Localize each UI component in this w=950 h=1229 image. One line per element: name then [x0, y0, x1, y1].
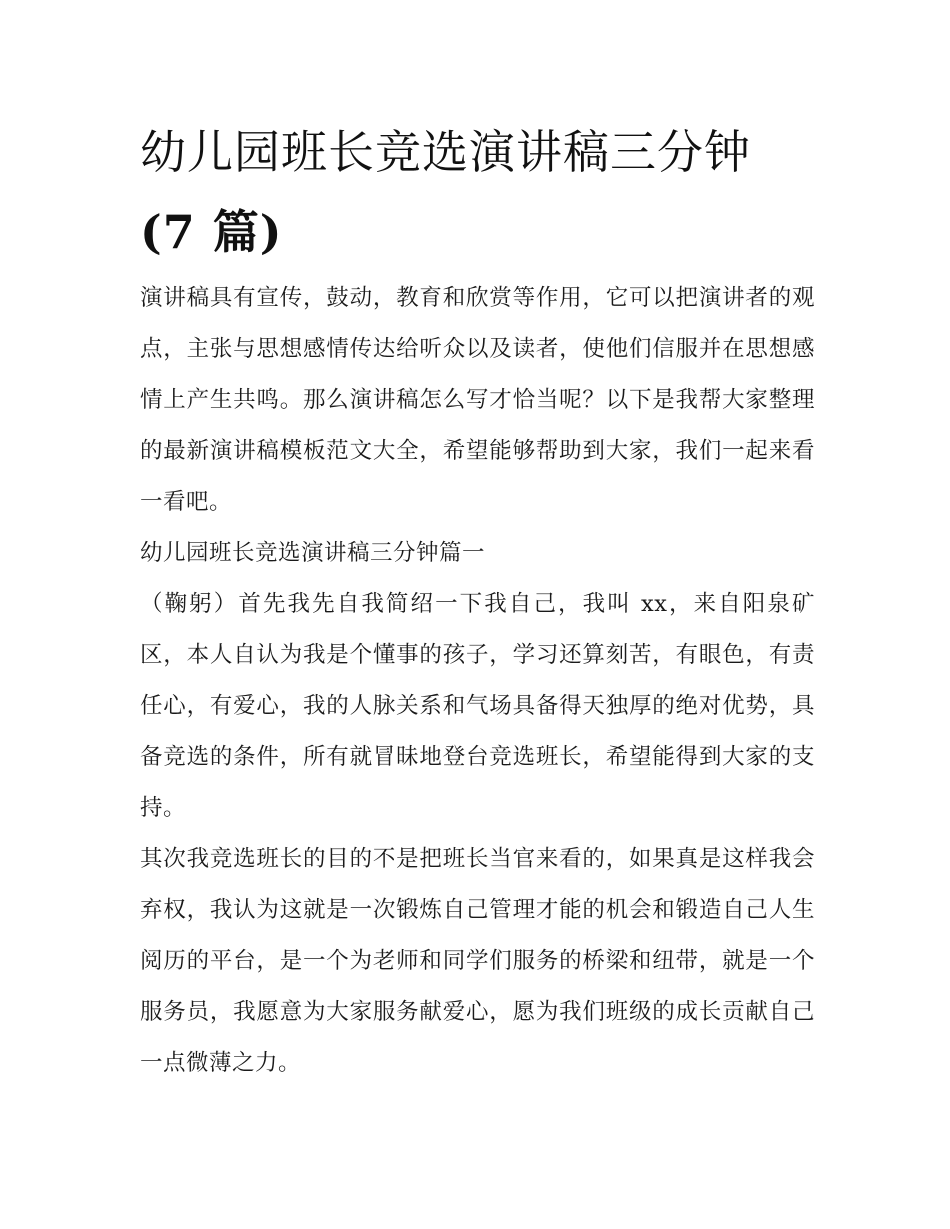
- body-paragraph-1: （鞠躬）首先我先自我简绍一下我自己，我叫 xx，来自阳泉矿区，本人自认为我是个懂事的孩子，学习还算刻苦，有眼色，有责任心，有爱心，我的人脉关系和气场具备得天独厚的绝对优势，具备竞选的条件，所有就冒昧地登台竞选班长，希望能得到大家的支持。: [140, 591, 815, 821]
- title-line-1: 幼儿园班长竞选演讲稿三分钟: [140, 125, 751, 179]
- intro-paragraph: 演讲稿具有宣传，鼓动，教育和欣赏等作用，它可以把演讲者的观点，主张与思想感情传达给听众以及读者，使他们信服并在思想感情上产生共鸣。那么演讲稿怎么写才恰当呢？以下是我帮大家整理的最新演讲稿模板范文大全，希望能够帮助到大家，我们一起来看一看吧。: [140, 285, 815, 515]
- title-line-2: (7 篇): [140, 205, 283, 259]
- body-paragraph-2: 其次我竞选班长的目的不是把班长当官来看的，如果真是这样我会弃权，我认为这就是一次锻炼自己管理才能的机会和锻造自己人生阅历的平台，是一个为老师和同学们服务的桥梁和纽带，就是一个服务员，我愿意为大家服务献爱心，愿为我们班级的成长贡献自己一点微薄之力。: [140, 846, 815, 1076]
- document-title: [140, 112, 820, 272]
- section-heading-1: 幼儿园班长竞选演讲稿三分钟篇一: [140, 540, 486, 566]
